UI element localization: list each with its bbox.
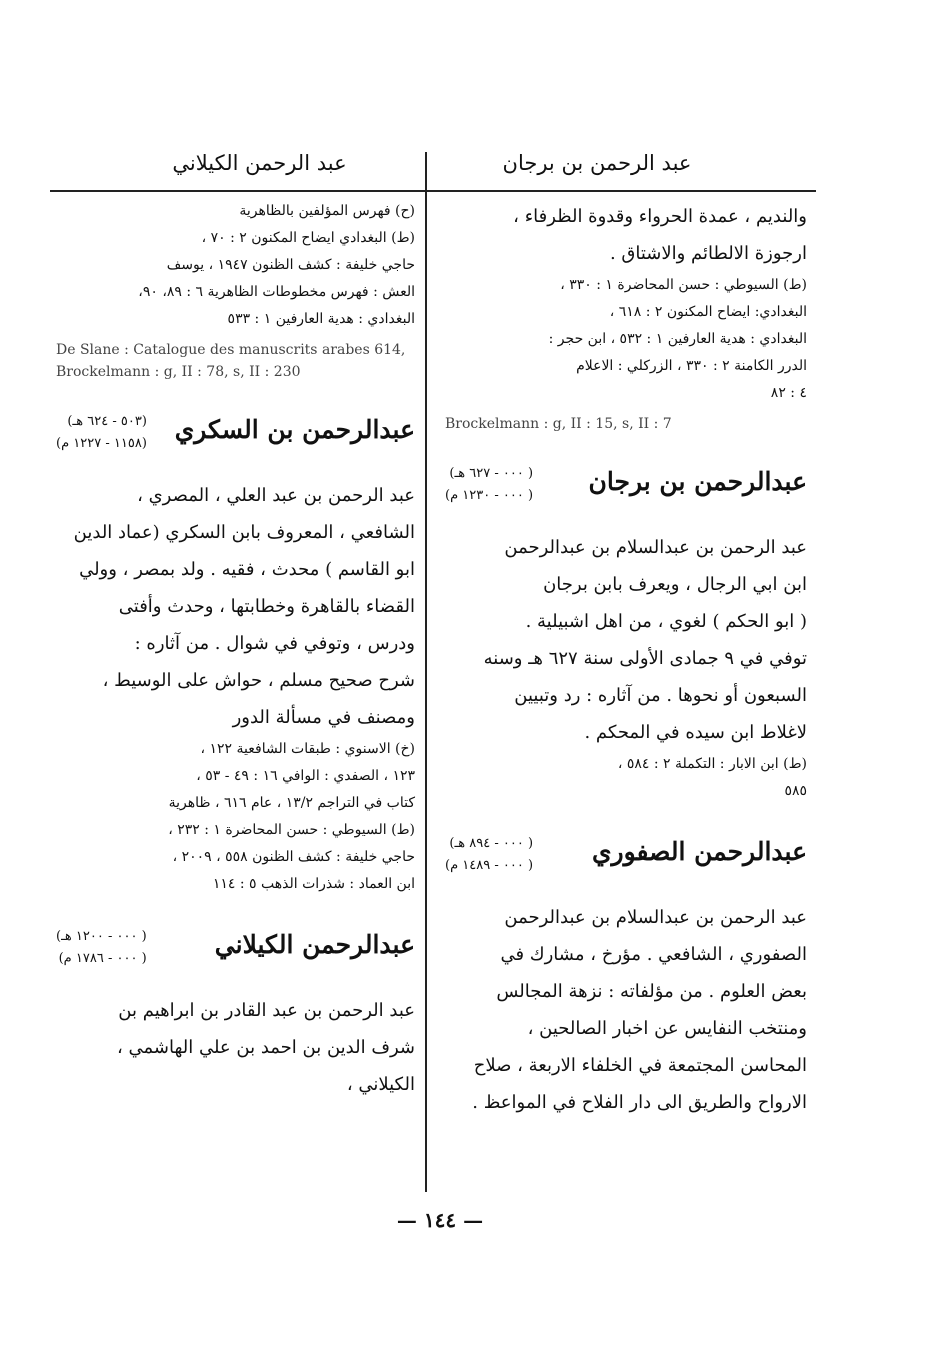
reference-line: حاجي خليفة : كشف الظنون ٥٥٨ ، ٢٠٠٩ ، bbox=[172, 849, 415, 865]
dates-gregorian: (١١٥٨ - ١٢٢٧ م) bbox=[56, 436, 147, 451]
entry-text-line: عبد الرحمن بن عبد القادر بن ابراهيم بن bbox=[118, 1000, 415, 1021]
continuation-line: ارجوزة الالطائم والاشتاق . bbox=[609, 243, 807, 264]
latin-reference: Brockelmann : g, II : 15, s, II : 7 bbox=[445, 416, 672, 432]
entry-text-line: ومصنف في مسألة الدور bbox=[232, 707, 415, 728]
entry-text-line: ودرس ، وتوفي في شوال . من آثاره : bbox=[134, 633, 415, 654]
left-column bbox=[56, 198, 415, 1103]
reference-line: العش : فهرس مخطوطات الظاهرية ٦ : ٨٩، ٩٠، bbox=[138, 284, 415, 300]
reference-line: (ط) ابن الابار : التكملة ٢ : ٥٨٤ ، bbox=[617, 756, 807, 772]
continuation-line: والنديم ، عمدة الحرواء وقدوة الظرفاء ، bbox=[513, 206, 807, 227]
entry-title: عبدالرحمن الصفوري bbox=[591, 837, 807, 866]
reference-line: البغدادي: ايضاح المكنون ٢ : ٦١٨ ، bbox=[609, 304, 807, 320]
entry-text-line: الارواح والطريق الى دار الفلاح في المواعظ . bbox=[472, 1092, 807, 1113]
entry-dates bbox=[56, 926, 147, 970]
entry-text-line: شرف الدين بن احمد بن علي الهاشمي ، الكيلاني ، bbox=[116, 1037, 415, 1095]
latin-reference: De Slane : Catalogue des manuscrits arabes 614, Brockelmann : g, II : 78, s, II : 230 bbox=[56, 342, 406, 380]
dates-gregorian: ( ٠٠٠ - ١٢٣٠ م) bbox=[445, 488, 534, 503]
right-column bbox=[445, 198, 807, 1121]
entry-title: عبدالرحمن بن السكري bbox=[174, 415, 415, 444]
entry-heading bbox=[445, 827, 807, 893]
dates-hijri: ( ٠٠٠ - ٦٢٧ هـ) bbox=[449, 466, 534, 481]
page-number: — ١٤٤ — bbox=[396, 1208, 484, 1232]
dates-gregorian: ( ٠٠٠ - ١٧٨٦ م) bbox=[58, 951, 147, 966]
dates-gregorian: ( ٠٠٠ - ١٤٨٩ م) bbox=[445, 858, 534, 873]
entry-title: عبدالرحمن بن برجان bbox=[588, 467, 807, 496]
entry-text-line: الشافعي ، المعروف بابن السكري (عماد الدين bbox=[73, 522, 415, 543]
column-divider bbox=[425, 152, 427, 1192]
entry-text-line: عبد الرحمن بن عبدالسلام بن عبدالرحمن bbox=[504, 907, 807, 928]
entry-heading bbox=[445, 457, 807, 523]
reference-line: (ط) السيوطي : حسن المحاضرة ١ : ٣٣٠ ، bbox=[560, 277, 807, 293]
entry-text-line: عبد الرحمن بن عبدالسلام بن عبدالرحمن bbox=[504, 537, 807, 558]
entry-title: عبدالرحمن الكيلاني bbox=[214, 930, 415, 959]
reference-line: البغدادي : هدية العارفين ١ : ٥٣٣ bbox=[227, 311, 415, 327]
entry-text-line: المحاسن المجتمعة في الخلفاء الاربعة ، صلاح bbox=[473, 1055, 807, 1076]
entry-text-line: ابن ابي الرجال ، ويعرف بابن برجان bbox=[543, 574, 807, 595]
entry-text-line: ( ابو الحكم ) لغوي ، من اهل اشبيلية . bbox=[525, 611, 807, 632]
reference-line: كتاب في التراجم ١٣/٢ ، عام ٦١٦ ، ظاهرية bbox=[168, 795, 415, 811]
reference-line: ٤ : ٨٢ bbox=[770, 385, 807, 401]
reference-line: (ط) السيوطي : حسن المحاضرة ١ : ٢٣٢ ، bbox=[168, 822, 415, 838]
reference-line: (ط) البغدادي ايضاح المكنون ٢ : ٧٠ ، bbox=[201, 230, 415, 246]
entry-text-line: ابو القاسم ) محدث ، فقيه . ولد بمصر ، وولي bbox=[79, 559, 415, 580]
entry-dates bbox=[445, 463, 533, 507]
entry-text-line: القضاء بالقاهرة وخطابتها ، وحدث وأفتى bbox=[118, 596, 415, 617]
entry-heading bbox=[56, 920, 415, 986]
entry-text-line: توفي في ٩ جمادى الأولى سنة ٦٢٧ هـ وسنه bbox=[483, 648, 807, 669]
running-header-left: عبد الرحمن الكيلاني bbox=[172, 151, 347, 175]
entry-dates bbox=[445, 833, 533, 877]
entry-dates bbox=[56, 411, 147, 455]
header-rule bbox=[50, 190, 816, 192]
running-headers bbox=[52, 138, 812, 188]
reference-line: (ح) فهرس المؤلفين بالظاهرية bbox=[239, 203, 415, 219]
entry-text-line: ومنتخب النفايس عن اخبار الصالحين ، bbox=[527, 1018, 807, 1039]
entry-text-line: شرح صحيح مسلم ، حواش على الوسيط ، bbox=[102, 670, 415, 691]
reference-line: حاجي خليفة : كشف الظنون ١٩٤٧ ، يوسف bbox=[166, 257, 415, 273]
entry-heading bbox=[56, 405, 415, 471]
running-header-right: عبد الرحمن بن برجان bbox=[502, 151, 692, 175]
dates-hijri: ( ٠٠٠ - ٨٩٤ هـ) bbox=[449, 836, 534, 851]
dates-hijri: (٥٠٣ - ٦٢٤ هـ) bbox=[67, 414, 147, 429]
entry-text-line: بعض العلوم . من مؤلفاته : نزهة المجالس bbox=[496, 981, 807, 1002]
reference-line: ١٢٣ ، الصفدي : الوافي ١٦ : ٤٩ - ٥٣ ، bbox=[196, 768, 415, 784]
entry-text-line: عبد الرحمن بن عبد العلي ، المصري ، bbox=[137, 485, 415, 506]
reference-line: البغدادي : هدية العارفين ١ : ٥٣٢ ، ابن حجر : bbox=[548, 331, 807, 347]
entry-text-line: السبعون أو نحوها . من آثاره : رد وتبيين bbox=[514, 685, 807, 706]
reference-line: (خ) الاسنوي : طبقات الشافعية ١٢٢ ، bbox=[200, 741, 415, 757]
reference-line: ابن العماد : شذرات الذهب ٥ : ١١٤ bbox=[212, 876, 415, 892]
reference-line: الدرر الكامنة ٢ : ٣٣٠ ، الزركلي : الاعلام bbox=[576, 358, 807, 374]
entry-text-line: لاغلاط ابن سيده في المحكم . bbox=[584, 722, 807, 743]
reference-line: ٥٨٥ bbox=[784, 783, 807, 799]
entry-text-line: الصفوري ، الشافعي . مؤرخ ، مشارك في bbox=[500, 944, 807, 965]
dates-hijri: ( ٠٠٠ - ١٢٠٠ هـ) bbox=[56, 929, 147, 944]
